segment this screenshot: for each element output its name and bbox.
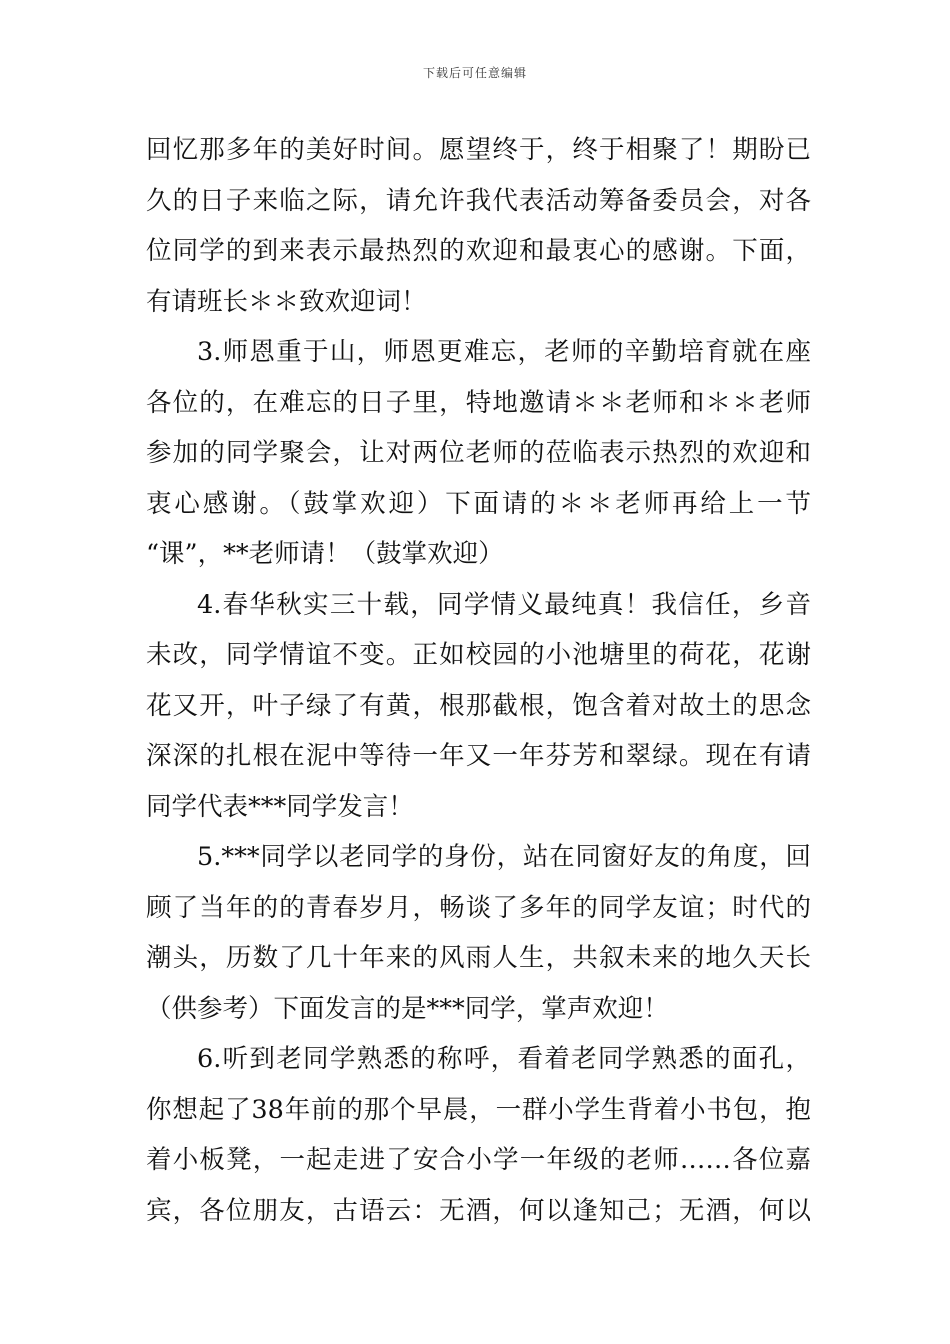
- text-line: 同学代表***同学发言！: [146, 791, 414, 822]
- text-line: 未改，同学情谊不变。正如校园的小池塘里的荷花，花谢: [146, 640, 811, 670]
- text-line: 久的日子来临之际，请允许我代表活动筹备委员会，对各: [146, 185, 811, 216]
- text-line: 宾，各位朋友，古语云：无酒，何以逢知己；无酒，何以: [146, 1195, 811, 1226]
- text-line: 位同学的到来表示最热烈的欢迎和最衷心的感谢。下面，: [146, 236, 811, 266]
- text-line: （供参考）下面发言的是***同学，掌声欢迎！: [146, 993, 669, 1024]
- paragraph-5-first-line: 5.***同学以老同学的身份，站在同窗好友的角度，回: [197, 842, 811, 872]
- document-body: [146, 129, 811, 1240]
- text-line: 深深的扎根在泥中等待一年又一年芬芳和翠绿。现在有请: [146, 741, 811, 771]
- text-line: 花又开，叶子绿了有黄，根那截根，饱含着对故土的思念: [146, 690, 811, 721]
- text-line: 潮头，历数了几十年来的风雨人生，共叙未来的地久天长: [146, 943, 811, 973]
- text-line: 你想起了38年前的那个早晨，一群小学生背着小书包，抱: [146, 1094, 811, 1125]
- text-line: 着小板凳，一起走进了安合小学一年级的老师……各位嘉: [146, 1145, 811, 1175]
- page-header: 下载后可任意编辑: [422, 66, 527, 80]
- text-line: 衷心感谢。（鼓掌欢迎）下面请的＊＊老师再给上一节: [146, 488, 811, 519]
- text-line: 顾了当年的的青春岁月，畅谈了多年的同学友谊；时代的: [146, 892, 811, 923]
- text-line: 有请班长＊＊致欢迎词！: [146, 286, 427, 317]
- text-line: 各位的，在难忘的日子里，特地邀请＊＊老师和＊＊老师: [146, 387, 811, 418]
- paragraph-4-first-line: 4.春华秋实三十载，同学情义最纯真！我信任，乡音: [197, 589, 811, 620]
- text-line: 回忆那多年的美好时间。愿望终于，终于相聚了！期盼已: [146, 135, 811, 165]
- paragraph-3-first-line: 3.师恩重于山，师恩更难忘，老师的辛勤培育就在座: [197, 337, 811, 367]
- paragraph-6-first-line: 6.听到老同学熟悉的称呼，看着老同学熟悉的面孔，: [197, 1044, 811, 1074]
- text-line: 参加的同学聚会，让对两位老师的莅临表示热烈的欢迎和: [146, 438, 811, 468]
- text-line: “课”，**老师请！（鼓掌欢迎）: [146, 539, 504, 569]
